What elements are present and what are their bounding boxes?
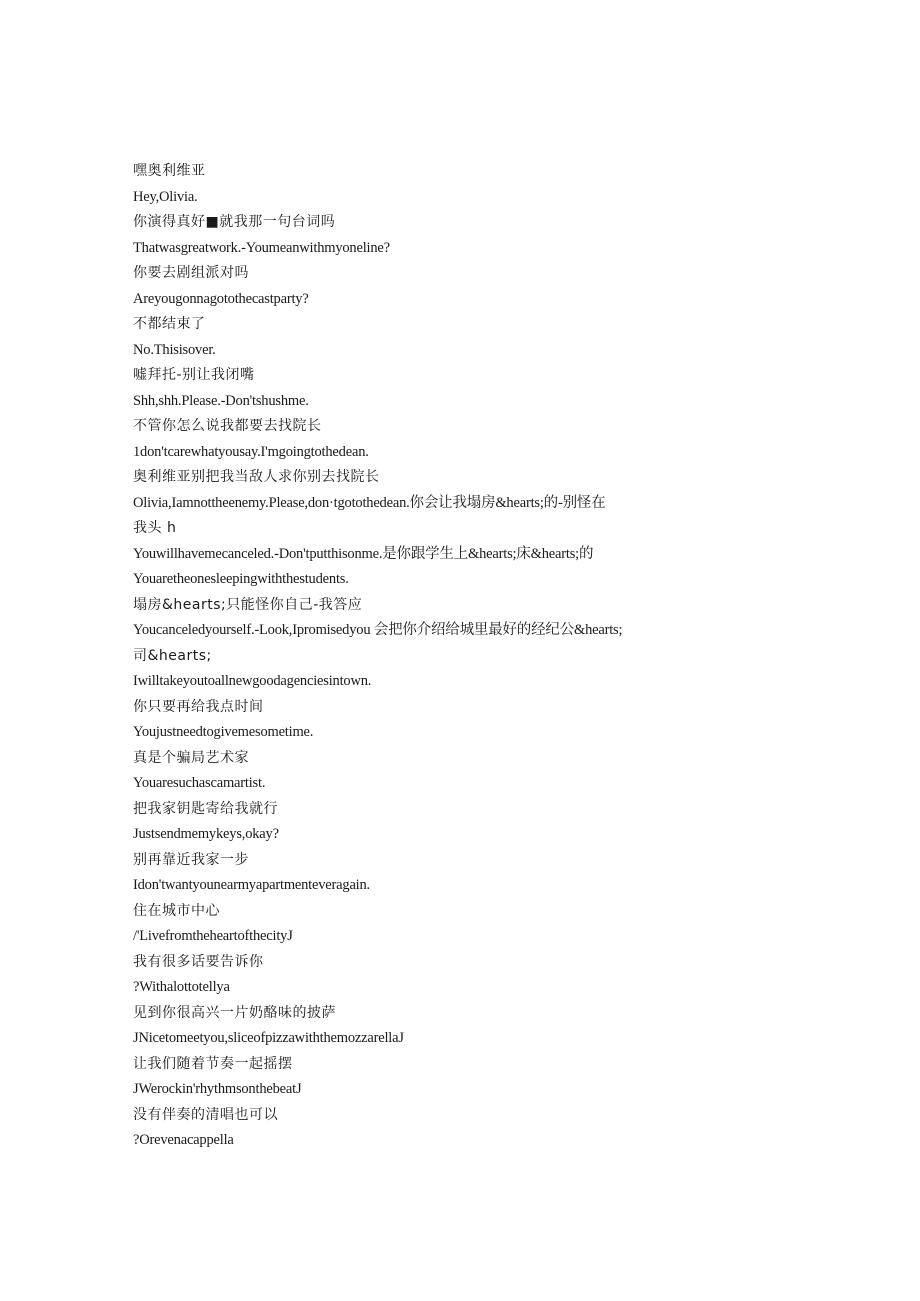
text-line: 真是个骗局艺术家 [133, 749, 249, 766]
text-line: ?Orevenacappella [133, 1132, 234, 1148]
text-line: 我头 h [133, 520, 177, 536]
text-line: 你只要再给我点时间 [133, 698, 264, 715]
text-line: 你演得真好■就我那一句台词吗 [133, 214, 336, 230]
text-line: 嘿奥利维亚 [133, 163, 206, 179]
text-line: /'LivefromtheheartofthecityJ [133, 928, 293, 944]
text-line: 司&hearts; [133, 647, 212, 664]
text-line: 1don'tcarewhatyousay.I'mgoingtothedean. [133, 443, 369, 460]
text-line: 我有很多话要告诉你 [133, 953, 264, 970]
text-line: JNicetomeetyou,sliceofpizzawiththemozzarellaJ [133, 1030, 404, 1046]
text-line: 住在城市中心 [133, 902, 220, 919]
subtitle-document [133, 159, 693, 1154]
text-line: Youaresuchascamartist. [133, 775, 266, 791]
text-line: 不管你怎么说我都要去找院长 [133, 418, 322, 434]
text-line: Thatwasgreatwork.-Youmeanwithmyoneline? [133, 239, 390, 256]
text-line: Youjustneedtogivemesometime. [133, 724, 314, 740]
text-line: Areyougonnagotothecastparty? [133, 290, 309, 307]
text-line: Youaretheonesleepingwiththestudents. [133, 571, 349, 587]
text-line: Idon'twantyounearmyapartmenteveragain. [133, 877, 370, 893]
text-line: 没有伴奏的清唱也可以 [133, 1106, 278, 1123]
text-line: 让我们随着节奏一起摇摆 [133, 1055, 293, 1072]
text-line: Iwilltakeyoutoallnewgoodagenciesintown. [133, 673, 372, 689]
text-line: Justsendmemykeys,okay? [133, 826, 279, 842]
text-line: 奥利维亚别把我当敌人求你别去找院长 [133, 469, 380, 485]
text-line: Youcanceledyourself.-Look,Ipromisedyou 会把你介绍给城里最好的经纪公&hearts; [133, 622, 623, 638]
text-line: 你要去剧组派对吗 [133, 265, 249, 281]
text-line: JWerockin'rhythmsonthebeatJ [133, 1081, 302, 1097]
text-line: Youwillhavemecanceled.-Don'tputthisonme.是你跟学生上&hearts;床&hearts;的 [133, 545, 594, 562]
text-line: Olivia,Iamnottheenemy.Please,don·tgotothedean.你会让我塌房&hearts;的-别怪在 [133, 494, 606, 511]
text-line: No.Thisisover. [133, 341, 216, 358]
text-line: 把我家钥匙寄给我就行 [133, 800, 278, 817]
text-line: ?Withalottotellya [133, 979, 230, 995]
text-line: 不都结束了 [133, 316, 206, 332]
text-line: 别再靠近我家一步 [133, 851, 249, 868]
text-line: 塌房&hearts;只能怪你自己-我答应 [133, 596, 363, 613]
text-line: Hey,Olivia. [133, 188, 198, 205]
text-line: 见到你很高兴一片奶酪味的披萨 [133, 1004, 336, 1021]
text-line: Shh,shh.Please.-Don'tshushme. [133, 392, 309, 409]
text-line: 嘘拜托-别让我闭嘴 [133, 367, 255, 383]
